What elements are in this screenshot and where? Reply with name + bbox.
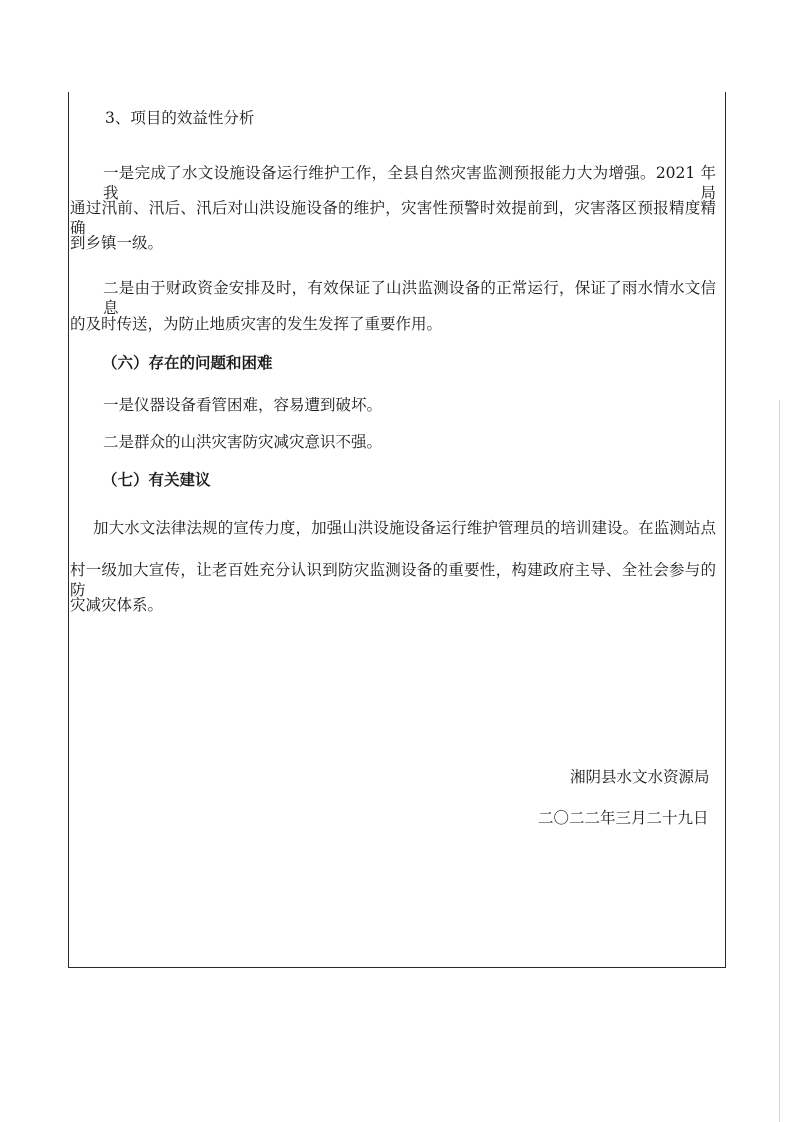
problems-heading: （六）存在的问题和困难 <box>102 353 273 372</box>
problems-line-2: 二是群众的山洪灾害防灾减灾意识不强。 <box>103 433 383 451</box>
benefit-paragraph-1-line-1: 一是完成了水文设施设备运行维护工作，全县自然灾害监测预报能力大为增强。2021 年我局 <box>103 164 716 202</box>
benefit-paragraph-1-line-2: 通过汛前、汛后、汛后对山洪设施设备的维护，灾害性预警时效提前到，灾害落区预报精度精确 <box>70 199 716 237</box>
benefit-paragraph-2-line-2: 的及时传送，为防止地质灾害的发生发挥了重要作用。 <box>70 315 443 333</box>
benefit-paragraph-2-line-1: 二是由于财政资金安排及时，有效保证了山洪监测设备的正常运行，保证了雨水情水文信息 <box>103 279 716 317</box>
suggestions-heading: （七）有关建议 <box>102 470 211 489</box>
benefit-heading: 3、项目的效益性分析 <box>105 109 255 127</box>
suggestions-line-3: 灾减灾体系。 <box>70 596 164 614</box>
benefit-paragraph-1-line-3: 到乡镇一级。 <box>70 234 164 252</box>
suggestions-line-1: 加大水文法律法规的宣传力度，加强山洪设施设备运行维护管理员的培训建设。在监测站点 <box>93 519 716 537</box>
scan-edge-line <box>779 400 780 1122</box>
signature-date: 二〇二二年三月二十九日 <box>538 809 709 827</box>
signature-organization: 湘阴县水文水资源局 <box>570 768 710 786</box>
suggestions-line-2: 村一级加大宣传，让老百姓充分认识到防灾监测设备的重要性，构建政府主导、全社会参与的防 <box>70 561 716 599</box>
problems-line-1: 一是仪器设备看管困难，容易遭到破坏。 <box>103 396 383 414</box>
